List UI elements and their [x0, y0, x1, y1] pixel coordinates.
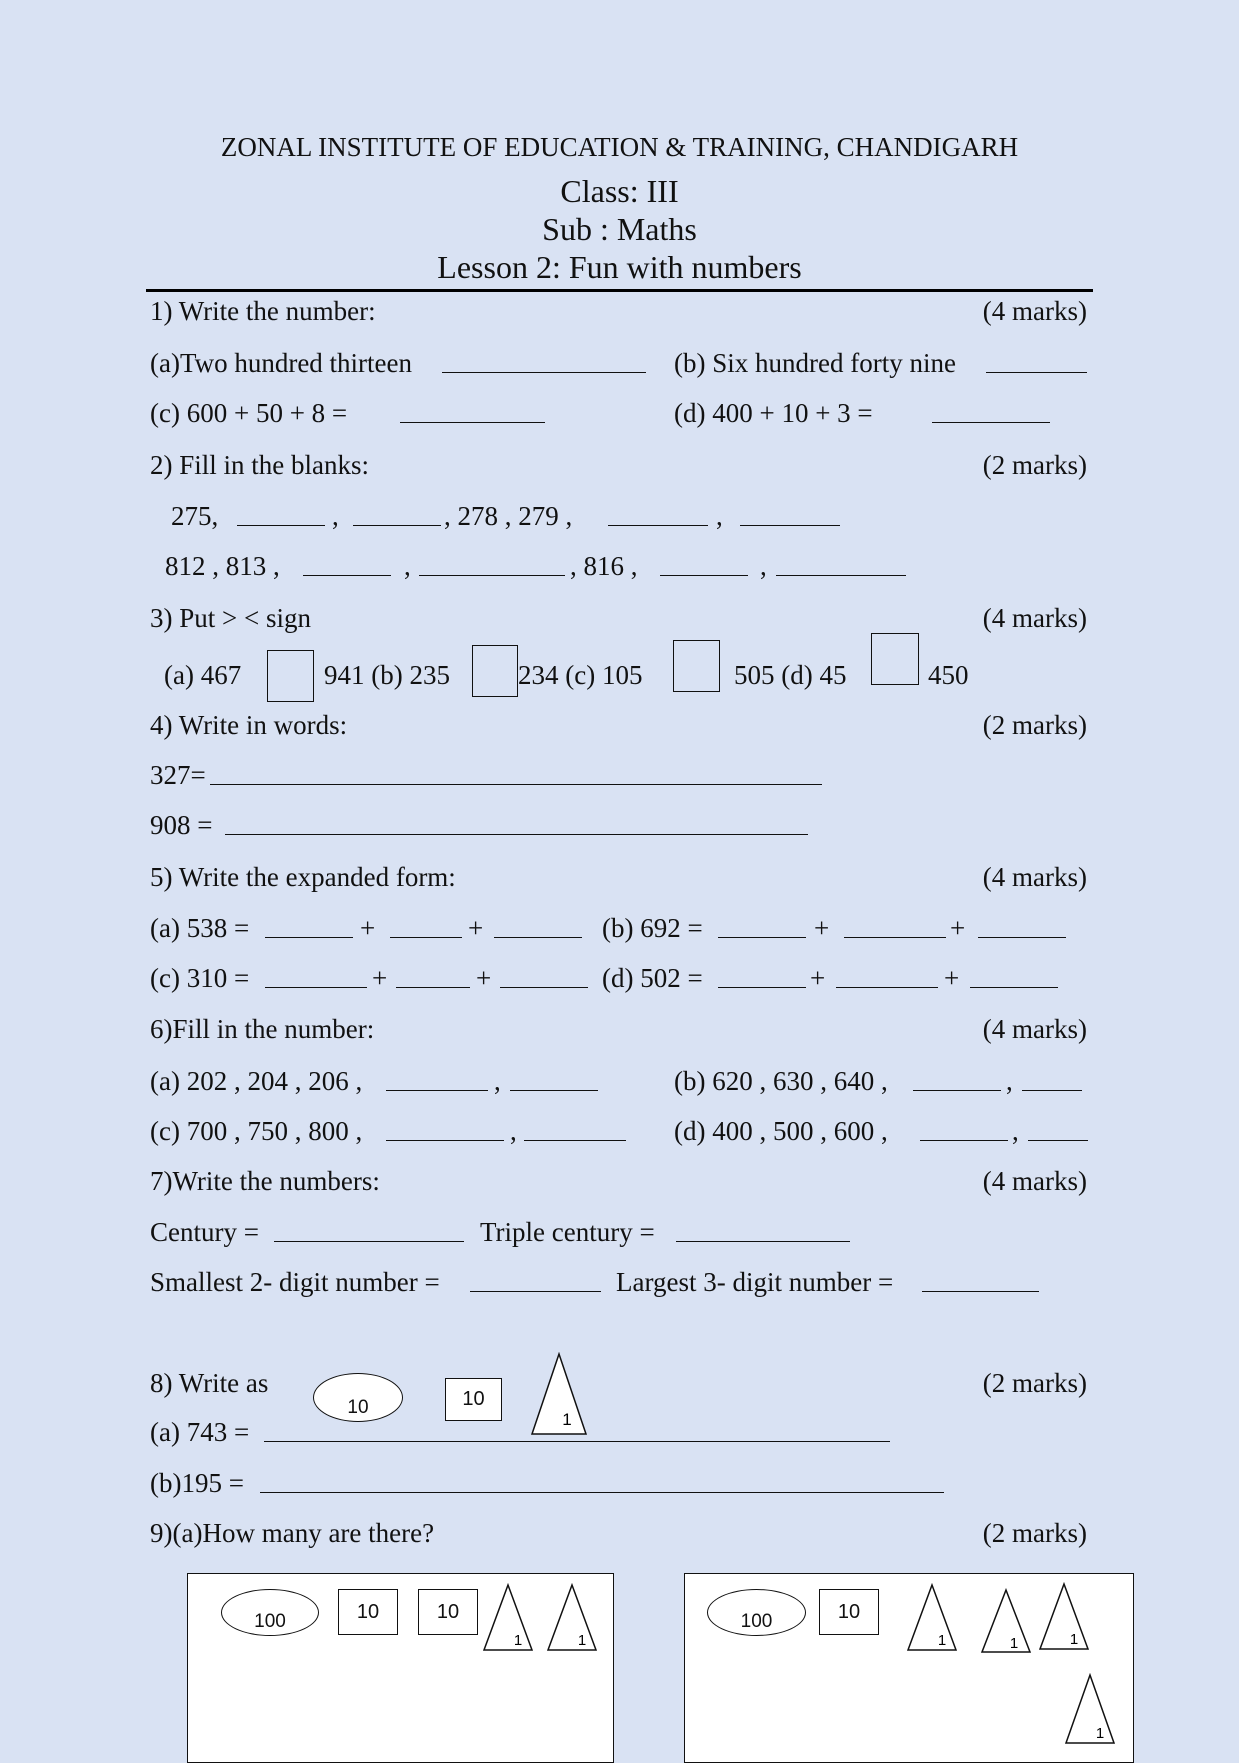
ones-triangle-icon — [1064, 1673, 1116, 1745]
q6-a-blank-1[interactable] — [386, 1066, 488, 1091]
q5-d-blank-3[interactable] — [970, 963, 1058, 988]
ones-triangle-icon — [1038, 1582, 1090, 1651]
plus-sign: + — [476, 963, 492, 993]
q3-a-sign-box[interactable] — [267, 650, 314, 702]
plus-sign: + — [950, 913, 966, 943]
question-2-heading — [150, 450, 1087, 486]
q6-a-label: (a) 202 , 204 , 206 , — [150, 1066, 363, 1096]
q7-triple-century-label: Triple century = — [480, 1217, 655, 1247]
q2-r2-middle: , 816 , — [570, 551, 638, 581]
q6-c-blank-1[interactable] — [386, 1116, 504, 1141]
q3-c-sign-box[interactable] — [673, 640, 720, 692]
question-1-row-1 — [150, 348, 1087, 384]
q8-a-label: (a) 743 = — [150, 1417, 250, 1447]
q5-c-blank-1[interactable] — [265, 963, 367, 988]
q5-c-blank-3[interactable] — [500, 963, 588, 988]
question-6-row-1 — [150, 1066, 1087, 1102]
q5-d-blank-2[interactable] — [836, 963, 938, 988]
hundreds-oval-label: 100 — [254, 1611, 286, 1632]
q2-r2-blank-1[interactable] — [303, 551, 391, 576]
question-3-heading — [150, 603, 1087, 639]
q6-b-label: (b) 620 , 630 , 640 , — [674, 1066, 888, 1096]
q5-b-label: (b) 692 = — [602, 913, 703, 943]
ones-triangle-label: 1 — [937, 1632, 947, 1649]
lesson-title: Lesson 2: Fun with numbers — [437, 249, 802, 285]
q3-b-right-number: 234 (c) 105 — [518, 660, 643, 690]
question-8-title: 8) Write as — [150, 1368, 269, 1398]
hundreds-oval-icon — [313, 1373, 403, 1422]
question-1-row-2 — [150, 398, 1087, 434]
question-5-row-2 — [150, 963, 1087, 999]
comma: , — [1012, 1116, 1019, 1146]
question-8-marks: (2 marks) — [982, 1368, 1087, 1398]
question-5-title: 5) Write the expanded form: — [150, 862, 456, 892]
q6-b-blank-2[interactable] — [1022, 1066, 1082, 1091]
tens-square-label: 10 — [462, 1388, 485, 1410]
q6-d-blank-1[interactable] — [920, 1116, 1008, 1141]
question-6-row-2 — [150, 1116, 1087, 1152]
comma: , — [510, 1116, 517, 1146]
q3-c-right-number: 505 (d) 45 — [734, 660, 847, 690]
q2-r1-comma-1: , — [332, 501, 339, 531]
question-2-row-1 — [150, 501, 1087, 537]
q8-b-answer-blank[interactable] — [260, 1468, 944, 1493]
q5-b-blank-3[interactable] — [978, 913, 1066, 938]
q7-largest-blank[interactable] — [922, 1267, 1039, 1292]
q5-a-label: (a) 538 = — [150, 913, 250, 943]
comma: , — [494, 1066, 501, 1096]
header-divider — [146, 289, 1093, 292]
ones-triangle-label: 1 — [1069, 1631, 1079, 1648]
q2-r1-blank-4[interactable] — [740, 501, 840, 526]
q1-a-label: (a)Two hundred thirteen — [150, 348, 413, 378]
q5-a-blank-2[interactable] — [390, 913, 462, 938]
question-9-title: 9)(a)How many are there? — [150, 1518, 435, 1548]
q5-b-blank-1[interactable] — [718, 913, 806, 938]
question-3-marks: (4 marks) — [982, 603, 1087, 633]
plus-sign: + — [372, 963, 388, 993]
q1-c-label: (c) 600 + 50 + 8 = — [150, 398, 348, 428]
plus-sign: + — [468, 913, 484, 943]
q2-r1-blank-2[interactable] — [353, 501, 441, 526]
tens-square-icon — [819, 1589, 879, 1635]
q5-a-blank-1[interactable] — [265, 913, 353, 938]
plus-sign: + — [360, 913, 376, 943]
plus-sign: + — [814, 913, 830, 943]
q5-c-label: (c) 310 = — [150, 963, 250, 993]
ones-triangle-icon — [980, 1588, 1032, 1654]
q2-r2-blank-2[interactable] — [419, 551, 565, 576]
q2-r2-start: 812 , 813 , — [165, 551, 280, 581]
plus-sign: + — [944, 963, 960, 993]
q5-d-label: (d) 502 = — [602, 963, 703, 993]
question-6-marks: (4 marks) — [982, 1014, 1087, 1044]
q4-a-label: 327= — [150, 760, 206, 790]
q7-smallest-blank[interactable] — [470, 1267, 601, 1292]
question-1-marks: (4 marks) — [982, 296, 1087, 326]
ones-triangle-label: 1 — [577, 1632, 587, 1649]
question-7-title: 7)Write the numbers: — [150, 1166, 380, 1196]
q2-r1-blank-1[interactable] — [237, 501, 325, 526]
q5-b-blank-2[interactable] — [844, 913, 946, 938]
plus-sign: + — [810, 963, 826, 993]
q5-d-blank-1[interactable] — [718, 963, 806, 988]
question-5-row-1 — [150, 913, 1087, 949]
q4-a-answer-blank[interactable] — [210, 760, 822, 785]
q1-d-label: (d) 400 + 10 + 3 = — [674, 398, 873, 428]
q6-d-label: (d) 400 , 500 , 600 , — [674, 1116, 888, 1146]
question-2-row-2 — [150, 551, 1087, 587]
comma: , — [1006, 1066, 1013, 1096]
hundreds-oval-label: 100 — [740, 1611, 773, 1632]
q1-a-answer-blank[interactable] — [442, 348, 646, 373]
question-7-row-1 — [150, 1217, 1087, 1253]
q3-a-left-number: (a) 467 — [164, 660, 242, 690]
question-5-marks: (4 marks) — [982, 862, 1087, 892]
q1-b-label: (b) Six hundred forty nine — [674, 348, 956, 378]
tens-square-label: 10 — [837, 1600, 861, 1623]
q2-r1-middle: , 278 , 279 , — [444, 501, 573, 531]
q3-d-right-number: 450 — [928, 660, 969, 690]
question-4-heading — [150, 710, 1087, 746]
question-1-title: 1) Write the number: — [150, 296, 376, 326]
hundreds-oval-icon — [221, 1589, 319, 1636]
tens-square-icon — [445, 1378, 502, 1421]
q6-c-blank-2[interactable] — [524, 1116, 626, 1141]
tens-square-icon — [338, 1589, 398, 1635]
q8-a-answer-blank[interactable] — [264, 1417, 890, 1442]
q3-a-right-number: 941 (b) 235 — [324, 660, 450, 690]
ones-triangle-label: 1 — [1095, 1725, 1105, 1742]
q7-triple-century-blank[interactable] — [676, 1217, 850, 1242]
q1-c-answer-blank[interactable] — [400, 398, 545, 423]
q7-century-label: Century = — [150, 1217, 259, 1247]
question-6-title: 6)Fill in the number: — [150, 1014, 375, 1044]
q6-d-blank-2[interactable] — [1028, 1116, 1088, 1141]
q3-d-sign-box[interactable] — [871, 633, 919, 685]
question-1-heading — [150, 296, 1087, 332]
ones-triangle-label: 1 — [1009, 1635, 1019, 1652]
question-7-heading — [150, 1166, 1087, 1202]
question-4-row-2 — [150, 810, 1087, 846]
question-7-marks: (4 marks) — [982, 1166, 1087, 1196]
tens-square-label: 10 — [356, 1600, 380, 1623]
ones-triangle-icon — [482, 1583, 534, 1652]
q4-b-answer-blank[interactable] — [225, 810, 808, 835]
question-4-row-1 — [150, 760, 1087, 796]
q2-r2-comma-2: , — [760, 551, 767, 581]
q8-b-label: (b)195 = — [150, 1468, 244, 1498]
question-8-row-2 — [150, 1468, 1087, 1504]
q5-a-blank-3[interactable] — [494, 913, 582, 938]
question-5-heading — [150, 862, 1087, 898]
q7-century-blank[interactable] — [274, 1217, 464, 1242]
ones-triangle-label: 1 — [513, 1632, 523, 1649]
q2-r1-start: 275, — [171, 501, 219, 531]
q2-r2-comma-1: , — [404, 551, 411, 581]
q5-c-blank-2[interactable] — [396, 963, 470, 988]
q6-b-blank-1[interactable] — [913, 1066, 1001, 1091]
ones-triangle-icon — [546, 1583, 598, 1652]
q2-r1-blank-3[interactable] — [608, 501, 708, 526]
tens-square-icon — [418, 1589, 478, 1635]
q1-b-answer-blank[interactable] — [986, 348, 1087, 373]
question-6-heading — [150, 1014, 1087, 1050]
q6-a-blank-2[interactable] — [510, 1066, 598, 1091]
q4-b-label: 908 = — [150, 810, 213, 840]
question-2-title: 2) Fill in the blanks: — [150, 450, 369, 480]
question-9-heading — [150, 1518, 1087, 1554]
hundreds-oval-icon — [707, 1589, 806, 1636]
question-8-row-1 — [150, 1417, 1087, 1453]
hundreds-oval-label: 10 — [347, 1397, 369, 1418]
question-4-marks: (2 marks) — [982, 710, 1087, 740]
q2-r2-blank-3[interactable] — [660, 551, 748, 576]
tens-square-label: 10 — [436, 1600, 460, 1623]
q7-smallest-label: Smallest 2- digit number = — [150, 1267, 440, 1297]
q2-r1-comma-2: , — [716, 501, 723, 531]
question-2-marks: (2 marks) — [982, 450, 1087, 480]
q1-d-answer-blank[interactable] — [932, 398, 1050, 423]
class-label: Class: III — [560, 173, 679, 209]
question-9-marks: (2 marks) — [982, 1518, 1087, 1548]
ones-triangle-label: 1 — [562, 1410, 572, 1429]
question-3-title: 3) Put > < sign — [150, 603, 311, 633]
q2-r2-blank-4[interactable] — [776, 551, 906, 576]
question-8-heading — [150, 1368, 1087, 1404]
q3-b-sign-box[interactable] — [472, 645, 518, 697]
q7-largest-label: Largest 3- digit number = — [616, 1267, 894, 1297]
ones-triangle-icon — [906, 1583, 958, 1652]
question-7-row-2 — [150, 1267, 1087, 1303]
q6-c-label: (c) 700 , 750 , 800 , — [150, 1116, 363, 1146]
question-4-title: 4) Write in words: — [150, 710, 348, 740]
subject-label: Sub : Maths — [542, 211, 697, 247]
institute-name: ZONAL INSTITUTE OF EDUCATION & TRAINING, CHANDIGARH — [220, 132, 1019, 162]
